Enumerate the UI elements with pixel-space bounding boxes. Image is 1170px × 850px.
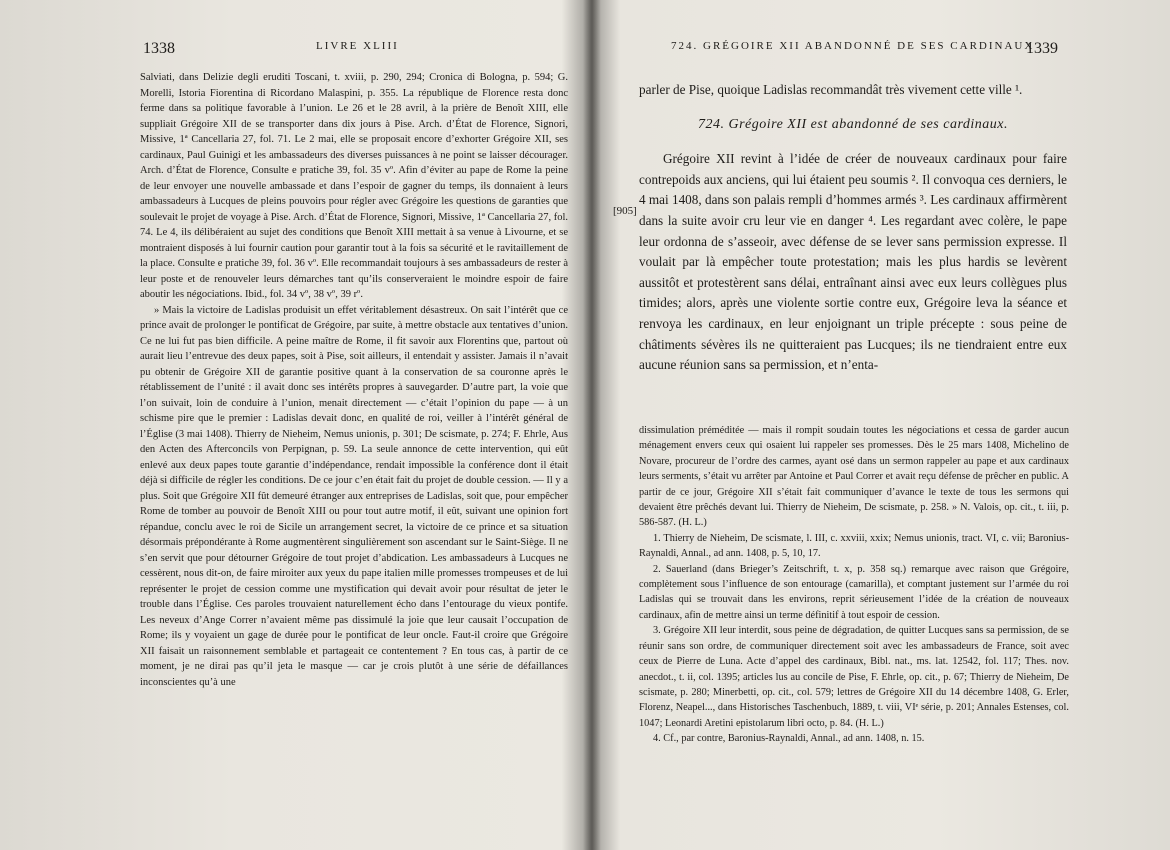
left-running-head: LIVRE XLIII bbox=[316, 40, 399, 52]
left-paragraph-2: » Mais la victoire de Ladislas produisit un effet véritablement désastreux. On sait l’intérêt que ce prince avait de prolonger le pontificat de Grégoire, par suite, à mettre obstacle aux tentatives d’union. Ce ne lui fut pas bien difficile. A peine maître de Rome, il fit savoir aux Florentins que, partout où aurait lieu l’entrevue des deux papes, soit à Pise, soit ailleurs, il entendait y assister. Jamais il n’avait pu obtenir de Grégoire XII de garantie positive quant à la conservation de sa couronne après le rétablissement de l’unité : il avait donc ses intérêts propres à sauvegarder. D’autre part, la voie que l’on suivait, loin de conduire à l’union, menait directement — c’était l’opinion du pape — à un schisme pire que le premier : Ladislas devait donc, en qualité de roi, veiller à l’intérêt général de l’Église (3 mai 1408). Thierry de Nieheim, Nemus unionis, p. 301; De scismate, p. 274; F. Ehrle, Aus den Acten des Afterconcils von Perpignan, p. 59. La seule annonce de cette intervention, qui eût enlevé aux deux papes toute garantie d’indépendance, rendait impossible la conférence dont il était déjà si difficile de régler les conditions. De ce jour c’en était fait du projet de double cession. — Il y a plus. Soit que Grégoire XII fût demeuré étranger aux entreprises de Ladislas, soit que, pour empêcher Rome de tomber au pouvoir de Benoît XIII ou pour tout autre motif, il eût, suivant une opinion fort répandue, conclu avec le roi de Sicile un arrangement secret, la victoire de ce prince et sa situation désormais prépondérante à Rome augmentèrent singulièrement son ascendant sur le Saint-Siège. Il ne s’en servit que pour détourner Grégoire de tout projet d’abdication. Les ambassadeurs à Lucques ne cessèrent, nous dit-on, de faire miroiter aux yeux du pape italien mille promesses trompeuses et de lui représenter le projet de cession comme une mystification qui devait avoir pour résultat de jeter le trouble dans l’Église. Ces paroles trouvaient naturellement écho dans l’entourage du vieux pontife. Les neveux d’Ange Correr n’avaient même pas dissimulé la joie que leur causait l’occupation de Rome; ils y voyaient un gage de durée pour le pontificat de leur oncle. Faut-il croire que Grégoire XII faisait un raisonnement semblable et partageait ce contentement ? En tous cas, à partir de ce moment, je ne dirai pas qu’il jeta le masque — car je crois plutôt à une série de défaillances inconscientes qu’à une bbox=[140, 304, 568, 688]
right-page bbox=[601, 0, 1170, 850]
right-running-head: 724. GRÉGOIRE XII ABANDONNÉ DE SES CARDINAUX bbox=[671, 40, 1035, 52]
section-body: Grégoire XII revint à l’idée de créer de nouveaux cardinaux pour faire contrepoids aux anciens, qui lui étaient peu soumis ². Il convoqua ces derniers, le 4 mai 1408, dans son palais rempli d’hommes armés ³. Les cardinaux affirmèrent dans la suite avoir cru leur vie en danger ⁴. Les regardant avec colère, le pape leur ordonna de s’asseoir, avec défense de se lever sans permission expresse. Il voulait par là empêcher toute protestation; mais les plus hardis se levèrent aussitôt et protestèrent sans délai, entraînant ainsi avec eux leurs collègues plus timides; alors, après une violente sortie contre eux, Grégoire leva la séance et renvoya les cardinaux, en leur enjoignant un triple précepte : sous peine de châtiments sévères ils ne quitteraient pas Lucques; ils ne tiendraient entre eux aucune réunion sans sa permission, et n’enta- bbox=[639, 151, 1067, 373]
section-title: 724. Grégoire XII est abandonné de ses cardinaux. bbox=[697, 116, 1009, 132]
book-gutter bbox=[583, 0, 601, 850]
footnote-3: 3. Grégoire XII leur interdit, sous peine de dégradation, de quitter Lucques sans sa permission, de se réunir sans son ordre, de communiquer directement soit avec les ambassadeurs de France, soit avec ceux de Pierre de Luna. Acte d’appel des cardinaux, Bibl. nat., ms. lat. 12542, fol. 117; Thes. nov. anecdot., t. ii, col. 1395; articles lus au concile de Pise, F. Ehrle, op. cit., p. 67; Thierry de Nieheim, De scismate, p. 280; Minerbetti, op. cit., col. 579; lettres de Grégoire XII du 14 décembre 1408, G. Erler, Florenz, Neapel..., dans Historisches Taschenbuch, 1889, t. viii, VIᵉ série, p. 201; Annales Estenses, col. 1047; Leonardi Aretini epistolarum libri octo, p. 84. (H. L.) bbox=[639, 625, 1069, 729]
footnote-1: 1. Thierry de Nieheim, De scismate, l. III, c. xxviii, xxix; Nemus unionis, tract. VI, c. vii; Baronius-Raynaldi, Annal., ad ann. 1408, p. 5, 10, 17. bbox=[639, 532, 1069, 560]
opening-paragraph: parler de Pise, quoique Ladislas recommandât très vivement cette ville ¹. bbox=[639, 82, 1023, 97]
right-body-text bbox=[639, 80, 1067, 376]
footnote-2: 2. Sauerland (dans Brieger’s Zeitschrift, t. x, p. 358 sq.) remarque avec raison que Grégoire, complètement sous l’influence de son entourage (camarilla), et comptant justement sur l’armée du roi Ladislas qui se trouvait dans les environs, reprit sérieusement l’idée de la création de nouveaux cardinaux, afin de mettre ainsi un terme définitif à tout espoir de cession. bbox=[639, 563, 1069, 621]
footnote-4: 4. Cf., par contre, Baronius-Raynaldi, Annal., ad ann. 1408, n. 15. bbox=[653, 733, 925, 745]
left-paragraph-1: Salviati, dans Delizie degli eruditi Toscani, t. xviii, p. 290, 294; Cronica di Bologna, p. 594; G. Morelli, Istoria Fiorentina di Ricordano Malaspini, p. 355. La république de Florence resta donc ferme dans sa politique favorable à l’union. Le 26 et le 28 avril, à la prière de Benoît XIII, elle suppliait Grégoire XII de se transporter dans dix jours à Pise. Arch. d’État de Florence, Signori, Missive, 1ª Cancellaria 27, fol. 71. Le 2 mai, elle se proposait encore d’exhorter Grégoire XII, ses cardinaux, Paul Guinigi et les ambassadeurs des diverses puissances à ne point se laisser décourager. Arch. d’État de Florence, Consulte e pratiche 39, fol. 35 vº. Afin d’éviter au pape de Rome la peine de leur envoyer une nouvelle ambassade et dans l’espoir de gagner du temps, ils donnaient à leurs ambassadeurs à Lucques de pleins pouvoirs pour régler avec Grégoire les questions de garanties que soulevait le projet de voyage à Pise. Arch. d’État de Florence, Signori, Missive, 1ª Cancellaria 27, fol. 74. Le 4, ils délibéraient au sujet des conditions que Benoît XIII mettait à sa venue à Livourne, et se montraient disposés à lui fournir caution pour garantir tout à la fois sa sécurité et le ravitaillement de la place. Consulte e pratiche 39, fol. 36 vº. Elle recommandait toujours à ses ambassadeurs de rester à leur poste et de renouveler leurs démarches tant qu’ils conserveraient le moindre espoir de faire aboutir les négociations. Ibid., fol. 34 vº, 38 vº, 39 rº. bbox=[140, 72, 568, 300]
left-page bbox=[0, 0, 583, 850]
footnote-continuation: dissimulation préméditée — mais il rompit soudain toutes les négociations et cessa de garder aucun ménagement envers ceux qui osaient lui rappeler ses promesses. Dès le 25 mars 1408, Michelino de Novare, procureur de l’ordre des carmes, ayant osé dans un sermon rappeler au pape et aux cardinaux leurs serments, s’était vu arrêter par Antoine et Paul Correr et avait reçu défense de prêcher en public. A partir de ce jour, Grégoire XII s’était fait communiquer d’avance le texte de tous les sermons qui devaient être prêchés devant lui. Thierry de Nieheim, De scismate, p. 258. » N. Valois, op. cit., t. iii, p. 586-587. (H. L.) bbox=[639, 425, 1069, 529]
left-footnote-continuation bbox=[140, 70, 568, 690]
margin-note: [905] bbox=[613, 205, 637, 217]
right-footnotes bbox=[639, 423, 1069, 747]
right-page-number: 1339 bbox=[1026, 40, 1058, 57]
left-page-number: 1338 bbox=[143, 40, 175, 57]
